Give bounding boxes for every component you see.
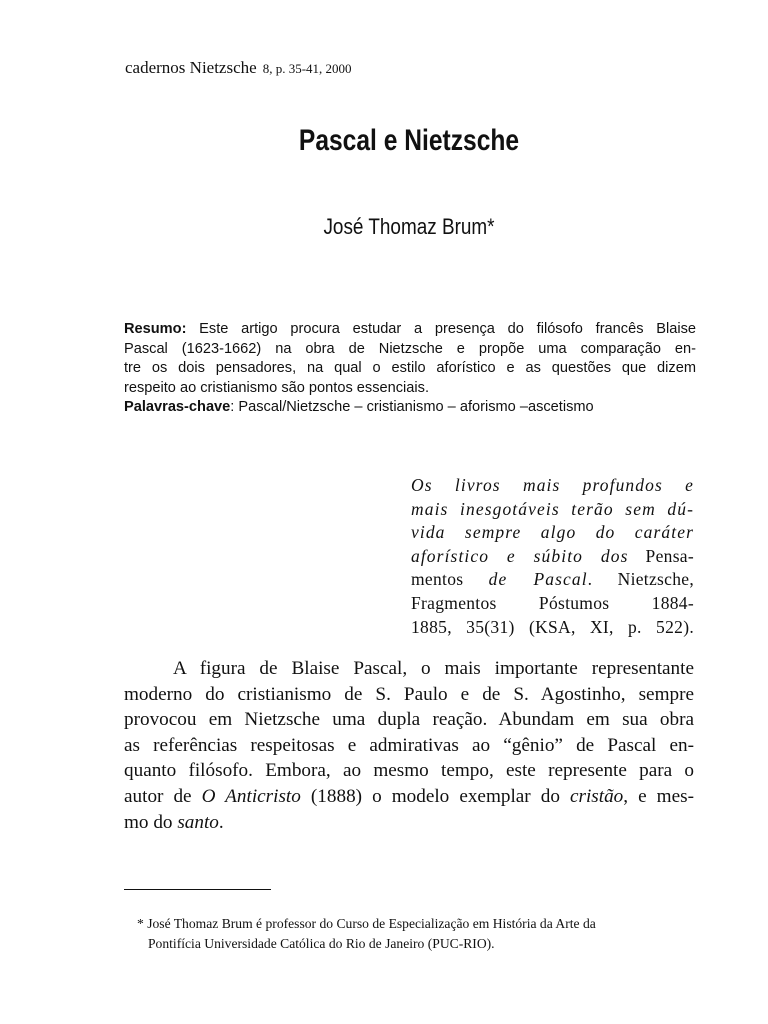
keywords: Palavras-chave: Pascal/Nietzsche – cristianismo – aforismo –ascetismo xyxy=(124,399,594,415)
paragraph-line: autor de O Anticristo (1888) o modelo exemplar do cristão, e mes- xyxy=(124,785,694,807)
running-header xyxy=(125,58,352,79)
epigraph xyxy=(411,474,694,639)
footnote xyxy=(137,914,697,954)
epigraph-line: mentos de Pascal. Nietzsche, xyxy=(411,569,694,590)
epigraph-line: Os livros mais profundos e xyxy=(411,475,694,495)
paragraph-line: moderno do cristianismo de S. Paulo e de S. Agostinho, sempre xyxy=(124,683,694,705)
paragraph-line: as referências respeitosas e admirativas ao “gênio” de Pascal en- xyxy=(124,734,694,756)
footnote-line: * José Thomaz Brum é professor do Curso de Especialização em História da Arte da xyxy=(137,916,596,931)
footnote-divider xyxy=(124,889,271,890)
epigraph-line: aforístico e súbito dos Pensa- xyxy=(411,545,695,566)
abstract-line: tre os dois pensadores, na qual o estilo aforístico e as questões que dizem xyxy=(124,360,696,376)
epigraph-line: mais inesgotáveis terão sem dú- xyxy=(411,498,694,519)
article-title: Pascal e Nietzsche xyxy=(298,124,520,157)
epigraph-line: vida sempre algo do caráter xyxy=(411,522,694,543)
epigraph-line: 1885, 35(31) (KSA, XI, p. 522). xyxy=(411,616,694,637)
paragraph-line: provocou em Nietzsche uma dupla reação. Abundam em sua obra xyxy=(124,709,694,731)
abstract-label: Resumo: xyxy=(124,321,187,337)
paragraph-line: quanto filósofo. Embora, ao mesmo tempo, este represente para o xyxy=(124,760,694,782)
paragraph-line: mo do santo. xyxy=(124,811,224,833)
article-author: José Thomaz Brum* xyxy=(323,214,495,239)
footnote-line: Pontifícia Universidade Católica do Rio de Janeiro (PUC-RIO). xyxy=(148,936,495,951)
abstract-line: Resumo: Este artigo procura estudar a presença do filósofo francês Blaise xyxy=(124,321,696,337)
paragraph-line: A figura de Blaise Pascal, o mais importante representante xyxy=(173,658,694,679)
journal-citation: 8, p. 35-41, 2000 xyxy=(262,61,352,76)
abstract-line: respeito ao cristianismo são pontos essenciais. xyxy=(124,379,430,396)
epigraph-line: Fragmentos Póstumos 1884- xyxy=(411,592,694,613)
journal-name: cadernos Nietzsche xyxy=(125,58,257,77)
abstract xyxy=(124,320,696,418)
abstract-line: Pascal (1623-1662) na obra de Nietzsche e propõe uma comparação en- xyxy=(124,340,696,357)
body-paragraph xyxy=(124,656,694,835)
keywords-label: Palavras-chave xyxy=(124,399,231,415)
